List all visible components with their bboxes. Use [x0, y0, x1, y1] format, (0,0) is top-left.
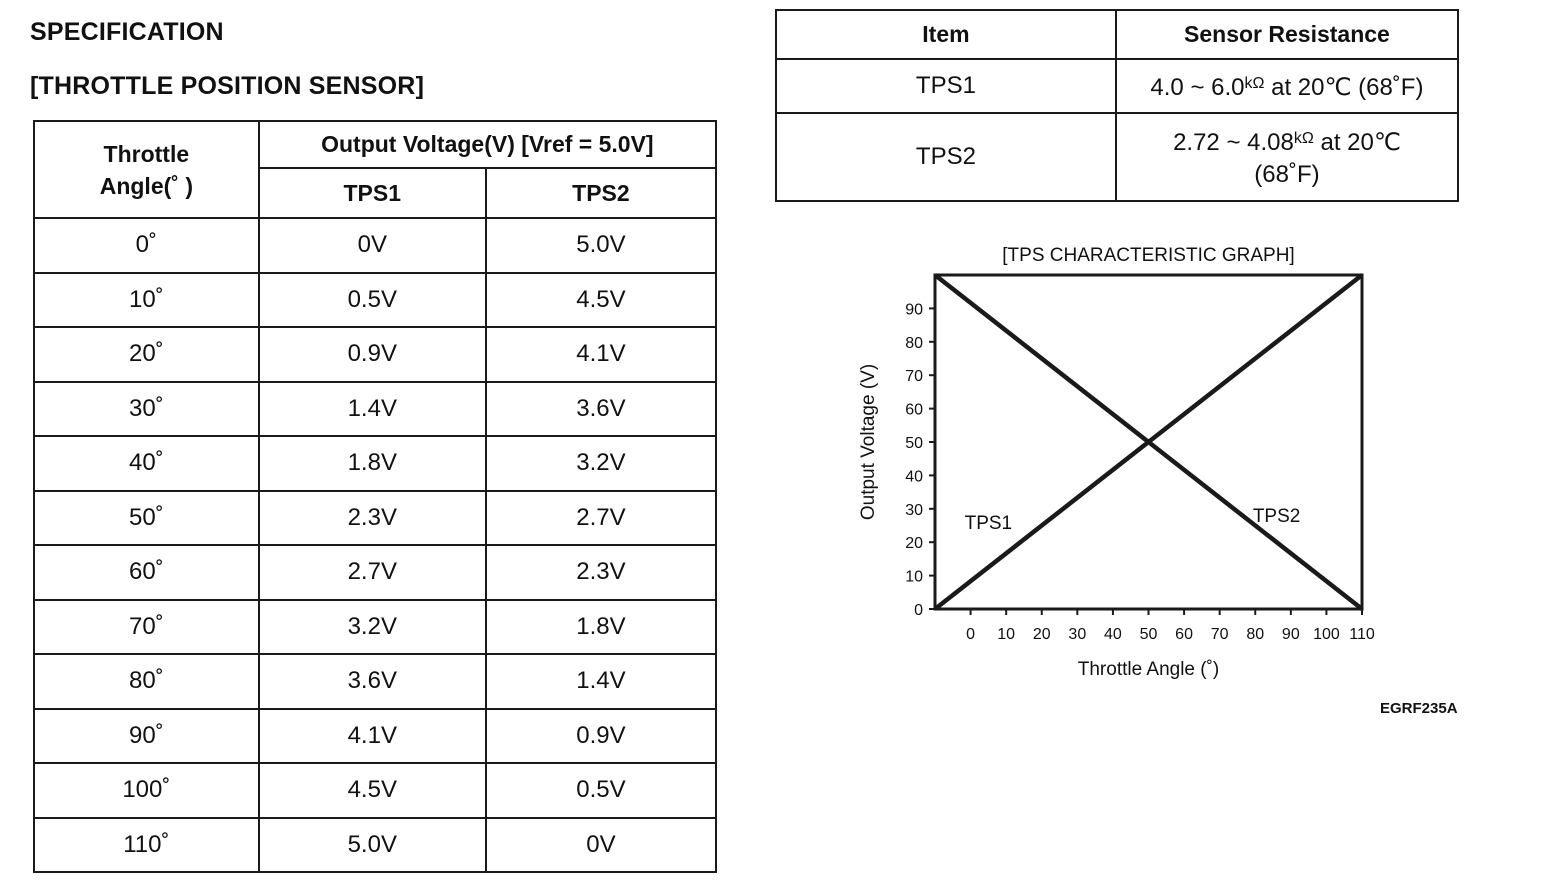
resistance-range: 2.72 ~ 4.08 — [1173, 129, 1294, 156]
cell-tps2: 4.1V — [486, 327, 716, 382]
header-tps2: TPS2 — [486, 168, 716, 218]
cell-tps1: 3.6V — [259, 654, 486, 709]
cell-tps2: 0.5V — [486, 763, 716, 818]
sensor-resistance-table — [775, 9, 1459, 202]
cell-tps1: 3.2V — [259, 600, 486, 655]
cell-angle: 70˚ — [34, 600, 259, 655]
resistance-unit: kΩ — [1244, 75, 1265, 92]
table-row — [34, 491, 716, 546]
cell-tps2: 2.3V — [486, 545, 716, 600]
cell-item: TPS2 — [776, 113, 1116, 201]
y-tick-label: 50 — [905, 435, 923, 452]
y-tick-label: 80 — [905, 334, 923, 352]
y-tick-label: 60 — [905, 401, 923, 419]
specification-heading: SPECIFICATION — [30, 18, 224, 46]
cell-tps2: 4.5V — [486, 273, 716, 328]
x-tick-label: 30 — [1068, 626, 1087, 643]
y-tick-label: 40 — [905, 468, 923, 486]
tps-characteristic-graph — [840, 235, 1400, 695]
x-tick-label: 60 — [1175, 626, 1193, 643]
cell-tps1: 4.1V — [259, 709, 486, 764]
cell-angle: 40˚ — [34, 436, 259, 491]
cell-resistance — [1116, 113, 1458, 201]
cell-tps2: 1.8V — [486, 600, 716, 655]
cell-tps1: 0.5V — [259, 273, 486, 328]
table-row — [34, 709, 716, 764]
cell-tps1: 4.5V — [259, 763, 486, 818]
cell-tps2: 1.4V — [486, 654, 716, 709]
cell-tps1: 1.8V — [259, 436, 486, 491]
cell-angle: 90˚ — [34, 709, 259, 764]
table-row — [34, 600, 716, 655]
cell-tps2: 5.0V — [486, 218, 716, 273]
cell-tps2: 2.7V — [486, 491, 716, 546]
tps-output-voltage-table — [33, 120, 717, 873]
table-row — [34, 818, 716, 873]
x-tick-label: 40 — [1104, 626, 1122, 643]
cell-tps2: 3.2V — [486, 436, 716, 491]
y-axis-label: Output Voltage (V) — [858, 363, 879, 521]
cell-tps1: 0.9V — [259, 327, 486, 382]
table-row — [34, 654, 716, 709]
resistance-range: 4.0 ~ 6.0 — [1150, 74, 1245, 101]
cell-resistance — [1116, 59, 1458, 113]
cell-angle: 80˚ — [34, 654, 259, 709]
cell-angle: 100˚ — [34, 763, 259, 818]
table-row — [776, 59, 1458, 113]
x-tick-label: 100 — [1313, 626, 1340, 643]
header-sensor-resistance: Sensor Resistance — [1116, 10, 1458, 59]
table-row — [34, 382, 716, 437]
cell-angle: 10˚ — [34, 273, 259, 328]
resistance-condition: at 20℃ — [1313, 129, 1401, 156]
x-tick-label: 0 — [966, 626, 976, 643]
table-row — [34, 436, 716, 491]
x-tick-label: 10 — [997, 626, 1016, 643]
table-row — [34, 218, 716, 273]
cell-angle: 30˚ — [34, 382, 259, 437]
sensor-heading: [THROTTLE POSITION SENSOR] — [30, 72, 425, 100]
y-tick-label: 20 — [905, 535, 923, 553]
cell-tps1: 5.0V — [259, 818, 486, 873]
cell-tps1: 2.3V — [259, 491, 486, 546]
table-row — [34, 327, 716, 382]
x-tick-label: 90 — [1281, 626, 1300, 643]
y-tick-label: 30 — [905, 501, 923, 519]
cell-tps1: 2.7V — [259, 545, 486, 600]
cell-angle: 110˚ — [34, 818, 259, 873]
y-tick-label: 10 — [905, 568, 923, 586]
x-axis-label: Throttle Angle (˚) — [1077, 659, 1220, 680]
chart-title: [TPS CHARACTERISTIC GRAPH] — [1002, 245, 1295, 266]
x-tick-label: 70 — [1210, 626, 1229, 643]
x-tick-label: 110 — [1349, 626, 1375, 643]
cell-angle: 20˚ — [34, 327, 259, 382]
cell-angle: 50˚ — [34, 491, 259, 546]
cell-angle: 0˚ — [34, 218, 259, 273]
y-tick-label: 90 — [905, 301, 923, 319]
table-row — [34, 763, 716, 818]
series-label-tps2: TPS2 — [1252, 506, 1301, 528]
cell-tps2: 3.6V — [486, 382, 716, 437]
series-label-tps1: TPS1 — [964, 512, 1013, 534]
cell-tps2: 0.9V — [486, 709, 716, 764]
cell-tps1: 0V — [259, 218, 486, 273]
resistance-condition: at 20℃ (68˚F) — [1264, 74, 1424, 101]
header-throttle-angle: Throttle Angle(˚ ) — [34, 121, 259, 218]
y-tick-label: 0 — [914, 602, 923, 619]
table-row — [34, 545, 716, 600]
x-tick-label: 80 — [1246, 626, 1265, 643]
figure-code: EGRF235A — [1380, 700, 1458, 717]
resistance-condition-line2: (68˚F) — [1254, 161, 1320, 188]
header-item: Item — [776, 10, 1116, 59]
cell-item: TPS1 — [776, 59, 1116, 113]
x-tick-label: 20 — [1032, 626, 1051, 643]
cell-angle: 60˚ — [34, 545, 259, 600]
header-output-voltage: Output Voltage(V) [Vref = 5.0V] — [259, 121, 716, 168]
y-tick-label: 70 — [905, 368, 923, 386]
header-tps1: TPS1 — [259, 168, 486, 218]
x-tick-label: 50 — [1139, 626, 1158, 643]
table-row — [34, 273, 716, 328]
table-row — [776, 113, 1458, 201]
cell-tps2: 0V — [486, 818, 716, 873]
resistance-unit: kΩ — [1293, 130, 1314, 147]
cell-tps1: 1.4V — [259, 382, 486, 437]
